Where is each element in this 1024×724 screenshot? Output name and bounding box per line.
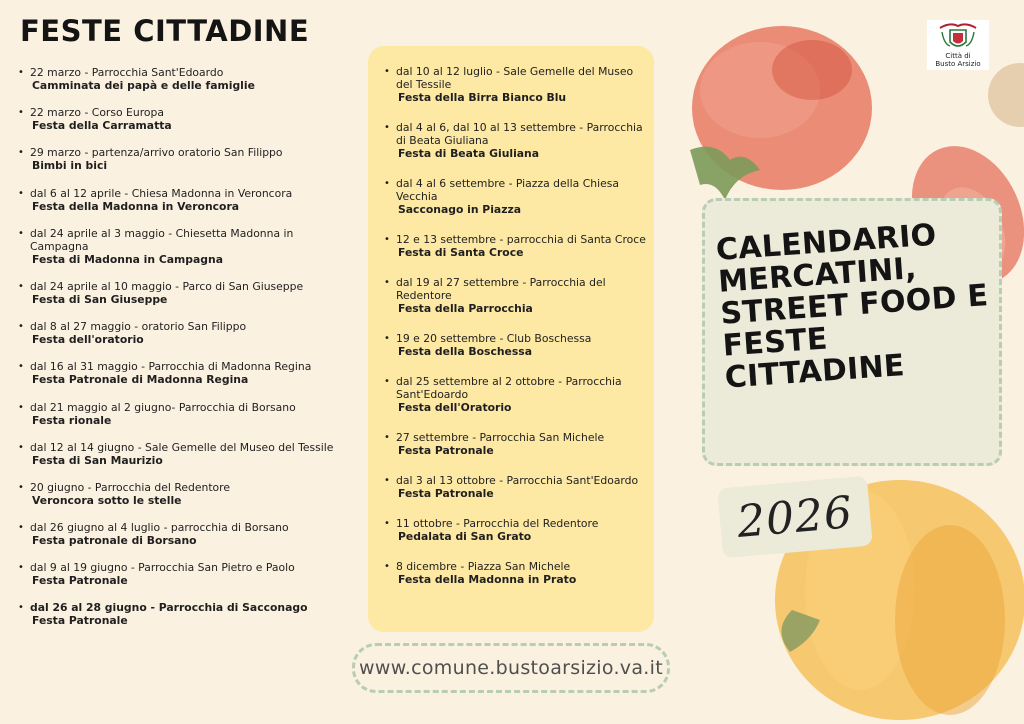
event-name: Festa di San Giuseppe bbox=[32, 292, 168, 306]
year-text: 2026 bbox=[734, 486, 855, 548]
event-item bbox=[384, 276, 646, 315]
event-name: Festa Patronale bbox=[32, 574, 128, 588]
calendar-title: CALENDARIO MERCATINI, STREET FOOD E FESTE CITTADINE bbox=[714, 217, 990, 396]
event-item bbox=[384, 121, 646, 160]
event-date-location: • 27 settembre - Parrocchia San Michele bbox=[396, 431, 605, 444]
logo-line1: Città di bbox=[945, 52, 971, 60]
event-name: Festa rionale bbox=[32, 413, 112, 427]
event-name: Festa della Parrocchia bbox=[398, 302, 533, 315]
event-name: Festa della Madonna in Prato bbox=[398, 573, 577, 586]
event-item bbox=[18, 187, 348, 213]
event-date-location: • 22 marzo - Parrocchia Sant'Edoardo bbox=[30, 66, 224, 79]
event-name: Festa di San Maurizio bbox=[32, 453, 163, 467]
event-name: Festa di Beata Giuliana bbox=[398, 147, 540, 160]
event-date-location: • dal 6 al 12 aprile - Chiesa Madonna in Veroncora bbox=[30, 186, 293, 200]
year-badge bbox=[717, 476, 873, 559]
event-date-location: • 8 dicembre - Piazza San Michele bbox=[396, 560, 571, 573]
event-name: Festa patronale di Borsano bbox=[32, 534, 197, 548]
event-name: Festa Patronale bbox=[398, 487, 494, 500]
event-date-location: • dal 25 settembre al 2 ottobre - Parrocchia Sant'Edoardo bbox=[396, 375, 622, 401]
event-date-location: • 29 marzo - partenza/arrivo oratorio San Filippo bbox=[30, 146, 283, 160]
event-date-location: • dal 10 al 12 luglio - Sale Gemelle del Museo del Tessile bbox=[396, 65, 634, 91]
event-name: Festa di Santa Croce bbox=[398, 246, 524, 259]
event-item bbox=[18, 320, 348, 346]
event-item bbox=[18, 360, 348, 386]
event-name: Sacconago in Piazza bbox=[398, 203, 522, 216]
event-item bbox=[384, 375, 646, 414]
event-item bbox=[18, 481, 348, 507]
event-date-location: • 20 giugno - Parrocchia del Redentore bbox=[30, 480, 231, 494]
event-item bbox=[18, 401, 348, 427]
event-date-location: • 11 ottobre - Parrocchia del Redentore bbox=[396, 517, 599, 530]
event-date-location: • dal 4 al 6 settembre - Piazza della Chiesa Vecchia bbox=[396, 177, 619, 203]
event-name: Pedalata di San Grato bbox=[398, 530, 532, 543]
event-name: Festa della Carramatta bbox=[32, 119, 172, 133]
event-item bbox=[384, 517, 646, 543]
event-date-location: • 12 e 13 settembre - parrocchia di Santa Croce bbox=[396, 233, 646, 246]
event-name: Festa Patronale bbox=[398, 444, 494, 457]
event-item bbox=[384, 233, 646, 259]
event-date-location: • dal 3 al 13 ottobre - Parrocchia Sant'Edoardo bbox=[396, 474, 639, 487]
event-name: Festa Patronale bbox=[32, 614, 128, 628]
event-name: Bimbi in bici bbox=[32, 159, 108, 173]
event-date-location: • 22 marzo - Corso Europa bbox=[30, 106, 164, 120]
event-item bbox=[384, 332, 646, 358]
website-text: www.comune.bustoarsizio.va.it bbox=[359, 657, 663, 679]
event-date-location: • dal 21 maggio al 2 giugno- Parrocchia di Borsano bbox=[30, 400, 296, 414]
event-name: Festa della Boschessa bbox=[398, 345, 533, 358]
event-item bbox=[18, 561, 348, 587]
event-item bbox=[18, 106, 348, 132]
event-date-location: • dal 19 al 27 settembre - Parrocchia del Redentore bbox=[396, 276, 606, 302]
event-date-location: • dal 9 al 19 giugno - Parrocchia San Pietro e Paolo bbox=[30, 561, 295, 575]
event-name: Veroncora sotto le stelle bbox=[32, 493, 182, 507]
event-date-location: • dal 16 al 31 maggio - Parrocchia di Madonna Regina bbox=[30, 360, 312, 374]
event-item bbox=[18, 521, 348, 547]
event-date-location: • dal 12 al 14 giugno - Sale Gemelle del Museo del Tessile bbox=[30, 440, 334, 454]
potato-illustration bbox=[988, 63, 1024, 127]
event-item bbox=[384, 560, 646, 586]
logo-line2: Busto Arsizio bbox=[935, 60, 981, 68]
event-name: Festa della Birra Bianco Blu bbox=[398, 91, 567, 104]
city-logo[interactable] bbox=[927, 20, 989, 70]
event-name: Festa Patronale di Madonna Regina bbox=[32, 373, 249, 387]
event-date-location: • dal 8 al 27 maggio - oratorio San Filippo bbox=[30, 320, 247, 334]
city-crest-icon bbox=[936, 22, 980, 52]
website-link[interactable] bbox=[352, 643, 670, 693]
event-item bbox=[18, 66, 348, 92]
event-name: Festa dell'oratorio bbox=[32, 333, 144, 347]
event-name: Festa dell'Oratorio bbox=[398, 401, 512, 414]
event-item bbox=[384, 431, 646, 457]
event-date-location: • 19 e 20 settembre - Club Boschessa bbox=[396, 332, 592, 345]
event-date-location: • dal 24 aprile al 3 maggio - Chiesetta Madonna in Campagna bbox=[30, 226, 294, 253]
event-item bbox=[384, 65, 646, 104]
event-item bbox=[384, 474, 646, 500]
tomato-illustration bbox=[690, 26, 872, 200]
event-item bbox=[18, 146, 348, 172]
event-item bbox=[18, 280, 348, 306]
event-item bbox=[18, 227, 348, 266]
event-item bbox=[18, 441, 348, 467]
event-name: Festa di Madonna in Campagna bbox=[32, 252, 223, 266]
event-name: Festa della Madonna in Veroncora bbox=[32, 199, 240, 213]
event-date-location: • dal 26 al 28 giugno - Parrocchia di Sacconago bbox=[30, 601, 308, 615]
event-date-location: • dal 4 al 6, dal 10 al 13 settembre - Parrocchia di Beata Giuliana bbox=[396, 121, 643, 147]
event-date-location: • dal 26 giugno al 4 luglio - parrocchia di Borsano bbox=[30, 521, 289, 535]
page-title: FESTE CITTADINE bbox=[20, 14, 310, 48]
event-date-location: • dal 24 aprile al 10 maggio - Parco di San Giuseppe bbox=[30, 279, 304, 293]
left-event-list bbox=[18, 66, 348, 627]
event-item bbox=[384, 177, 646, 216]
right-event-list bbox=[384, 65, 646, 586]
calendar-title-box bbox=[702, 198, 1002, 466]
event-item bbox=[18, 601, 348, 627]
event-name: Camminata dei papà e delle famiglie bbox=[32, 79, 255, 92]
